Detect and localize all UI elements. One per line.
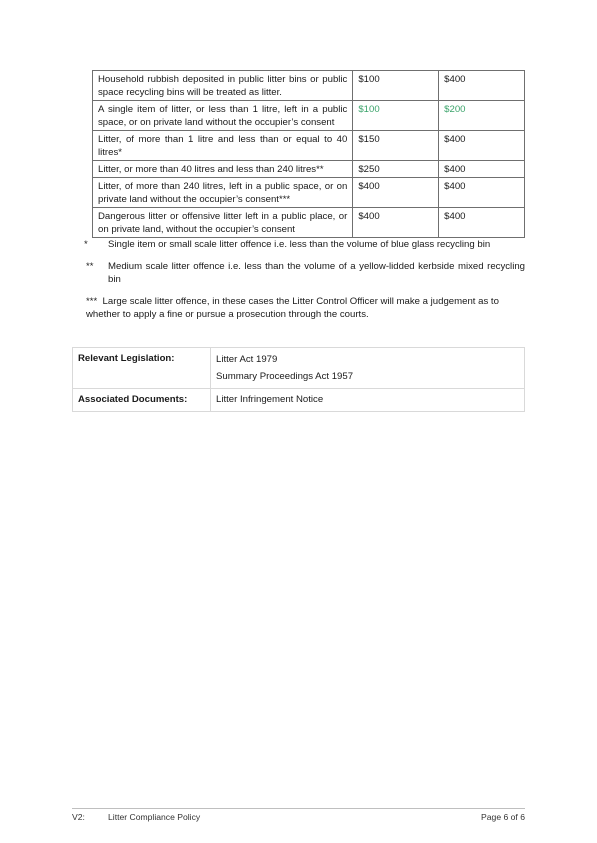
footnote-text-hanging xyxy=(86,295,525,321)
associated-documents-label: Associated Documents: xyxy=(73,389,211,412)
fine-amount: $250 xyxy=(353,161,439,178)
offence-description: Litter, or more than 40 litres and less than 240 litres** xyxy=(93,161,353,178)
table-row xyxy=(73,348,525,389)
footnote-mark: *** xyxy=(86,296,98,307)
footnote-mark: ** xyxy=(86,261,94,272)
footer-divider xyxy=(72,808,525,809)
footnote-medium xyxy=(86,260,525,288)
relevant-legislation-label: Relevant Legislation: xyxy=(73,348,211,389)
table-row xyxy=(93,101,525,131)
fine-amount-max: $400 xyxy=(439,178,525,208)
footer-page-number: Page 6 of 6 xyxy=(481,812,525,822)
offence-description: Litter, of more than 240 litres, left in a public space, or on private land without the occupier’s consent*** xyxy=(93,178,353,208)
footnote-mark: * xyxy=(84,239,88,250)
fine-amount-max: $400 xyxy=(439,161,525,178)
legislation-item: Summary Proceedings Act 1957 xyxy=(216,371,354,382)
footnote-text: Single item or small scale litter offence i.e. less than the volume of blue glass recycling bin xyxy=(108,239,491,250)
fine-amount-max: $400 xyxy=(439,208,525,238)
footer-version: V2: xyxy=(72,812,85,822)
offence-description: A single item of litter, or less than 1 litre, left in a public space, or on private land without the occupier’s consent xyxy=(93,101,353,131)
table-row xyxy=(93,178,525,208)
table-row xyxy=(93,208,525,238)
fine-amount: $100 xyxy=(353,71,439,101)
footer-title: Litter Compliance Policy xyxy=(108,812,201,822)
relevant-legislation-values xyxy=(211,348,525,389)
fine-amount-max: $400 xyxy=(439,131,525,161)
table-row xyxy=(93,71,525,101)
offence-description: Household rubbish deposited in public litter bins or public space recycling bins will be treated as litter. xyxy=(93,71,353,101)
fine-amount-max: $200 xyxy=(439,101,525,131)
table-row xyxy=(93,131,525,161)
fine-amount: $400 xyxy=(353,208,439,238)
offence-description: Litter, of more than 1 litre and less than or equal to 40 litres* xyxy=(93,131,353,161)
associated-documents-value: Litter Infringement Notice xyxy=(211,389,525,412)
penalty-table xyxy=(92,70,525,238)
footnote-text: Large scale litter offence, in these cases the Litter Control Officer will make a judgement as to whether to apply a fine or pursue a prosecution through the courts. xyxy=(86,296,499,320)
legislation-item: Litter Act 1979 xyxy=(216,354,278,365)
fine-amount: $400 xyxy=(353,178,439,208)
table-row xyxy=(73,389,525,412)
legislation-table xyxy=(72,347,525,412)
offence-description: Dangerous litter or offensive litter left in a public place, or on private land, without the occupier’s consent xyxy=(93,208,353,238)
footnote-text: Medium scale litter offence i.e. less than the volume of a yellow-lidded kerbside mixed recycling bin xyxy=(108,261,525,285)
fine-amount: $150 xyxy=(353,131,439,161)
footnote-large xyxy=(86,295,525,323)
penalty-table-body xyxy=(93,71,525,238)
fine-amount-max: $400 xyxy=(439,71,525,101)
fine-amount: $100 xyxy=(353,101,439,131)
footnote-single xyxy=(84,238,525,252)
table-row xyxy=(93,161,525,178)
